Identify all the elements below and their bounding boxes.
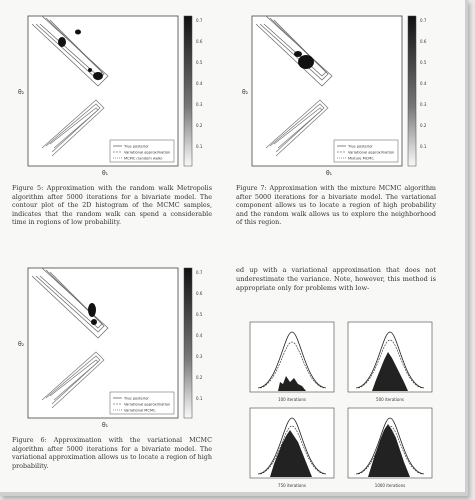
fig7-cb-2: 0.5 xyxy=(420,60,427,65)
fig6-ylabel: θ₂ xyxy=(18,341,25,348)
fig5-cb-1: 0.6 xyxy=(196,39,203,44)
fig5-cb-4: 0.3 xyxy=(196,102,203,107)
figure-5 xyxy=(12,10,212,182)
fig6-cb-0: 0.7 xyxy=(196,270,203,275)
fig6-legend-3: Variational MCMC xyxy=(124,408,156,413)
fig7-cb-0: 0.7 xyxy=(420,18,427,23)
fig6-cb-3: 0.4 xyxy=(196,333,203,338)
figure-6-plot xyxy=(12,262,212,430)
figure-7 xyxy=(236,10,436,182)
body-paragraph: ed up with a variational approximation that does not underestimate the variance. Note, however, this method is appropriate only for problems with low- xyxy=(236,266,436,292)
fig7-legend-3: Mixture MCMC xyxy=(348,156,374,161)
hist-title-2: 500 iterations xyxy=(376,397,404,402)
fig5-xlabel: θ₁ xyxy=(102,170,109,177)
fig6-cb-2: 0.5 xyxy=(196,312,203,317)
fig5-cb-3: 0.4 xyxy=(196,81,203,86)
figure-6-caption: Figure 6: Approximation with the variational MCMC algorithm after 5000 iterations for a bivariate model. The variational approximation allows us to locate a region of high probability. xyxy=(12,436,212,470)
fig5-legend-3: MCMC (random walk) xyxy=(124,156,163,161)
fig5-cb-2: 0.5 xyxy=(196,60,203,65)
figure-5-plot xyxy=(12,10,212,178)
fig6-cb-5: 0.2 xyxy=(196,375,203,380)
hist-title-3: 750 iterations xyxy=(278,483,306,488)
fig6-cb-4: 0.3 xyxy=(196,354,203,359)
figure-7-caption: Figure 7: Approximation with the mixture MCMC algorithm after 5000 iterations for a bivariate model. The variational component allows us to locate a region of high probability and the random walk allows us to explore the neighborhood of this region. xyxy=(236,184,436,227)
fig7-cb-3: 0.4 xyxy=(420,81,427,86)
fig5-legend-2: Variational approximation xyxy=(124,150,171,155)
hist-title-4: 1000 iterations xyxy=(374,483,406,488)
fig6-xlabel: θ₁ xyxy=(102,422,109,429)
figure-5-caption: Figure 5: Approximation with the random walk Metropolis algorithm after 5000 iterations for a bivariate model. The contour plot of the 2D histogram of the MCMC samples, indicates that the random walk can spend a considerable time in regions of low probability. xyxy=(12,184,212,227)
histogram-grid-plot xyxy=(244,318,444,490)
fig7-legend-1: True posterior xyxy=(348,144,373,149)
fig5-cb-0: 0.7 xyxy=(196,18,203,23)
fig6-cb-6: 0.1 xyxy=(196,396,203,401)
figure-6 xyxy=(12,262,212,434)
fig5-cb-5: 0.2 xyxy=(196,123,203,128)
histogram-grid xyxy=(244,318,444,494)
fig5-cb-6: 0.1 xyxy=(196,144,203,149)
fig7-xlabel: θ₁ xyxy=(326,170,333,177)
fig6-cb-1: 0.6 xyxy=(196,291,203,296)
fig5-legend-1: True posterior xyxy=(124,144,149,149)
fig7-ylabel: θ₂ xyxy=(242,89,249,96)
fig7-cb-4: 0.3 xyxy=(420,102,427,107)
fig7-legend-2: Variational approximation xyxy=(348,150,395,155)
hist-title-1: 100 iterations xyxy=(278,397,306,402)
fig6-legend-1: True posterior xyxy=(124,396,149,401)
figure-7-plot xyxy=(236,10,436,178)
fig7-cb-5: 0.2 xyxy=(420,123,427,128)
fig7-cb-1: 0.6 xyxy=(420,39,427,44)
fig5-ylabel: θ₂ xyxy=(18,89,25,96)
fig7-cb-6: 0.1 xyxy=(420,144,427,149)
fig6-legend-2: Variational approximation xyxy=(124,402,171,407)
